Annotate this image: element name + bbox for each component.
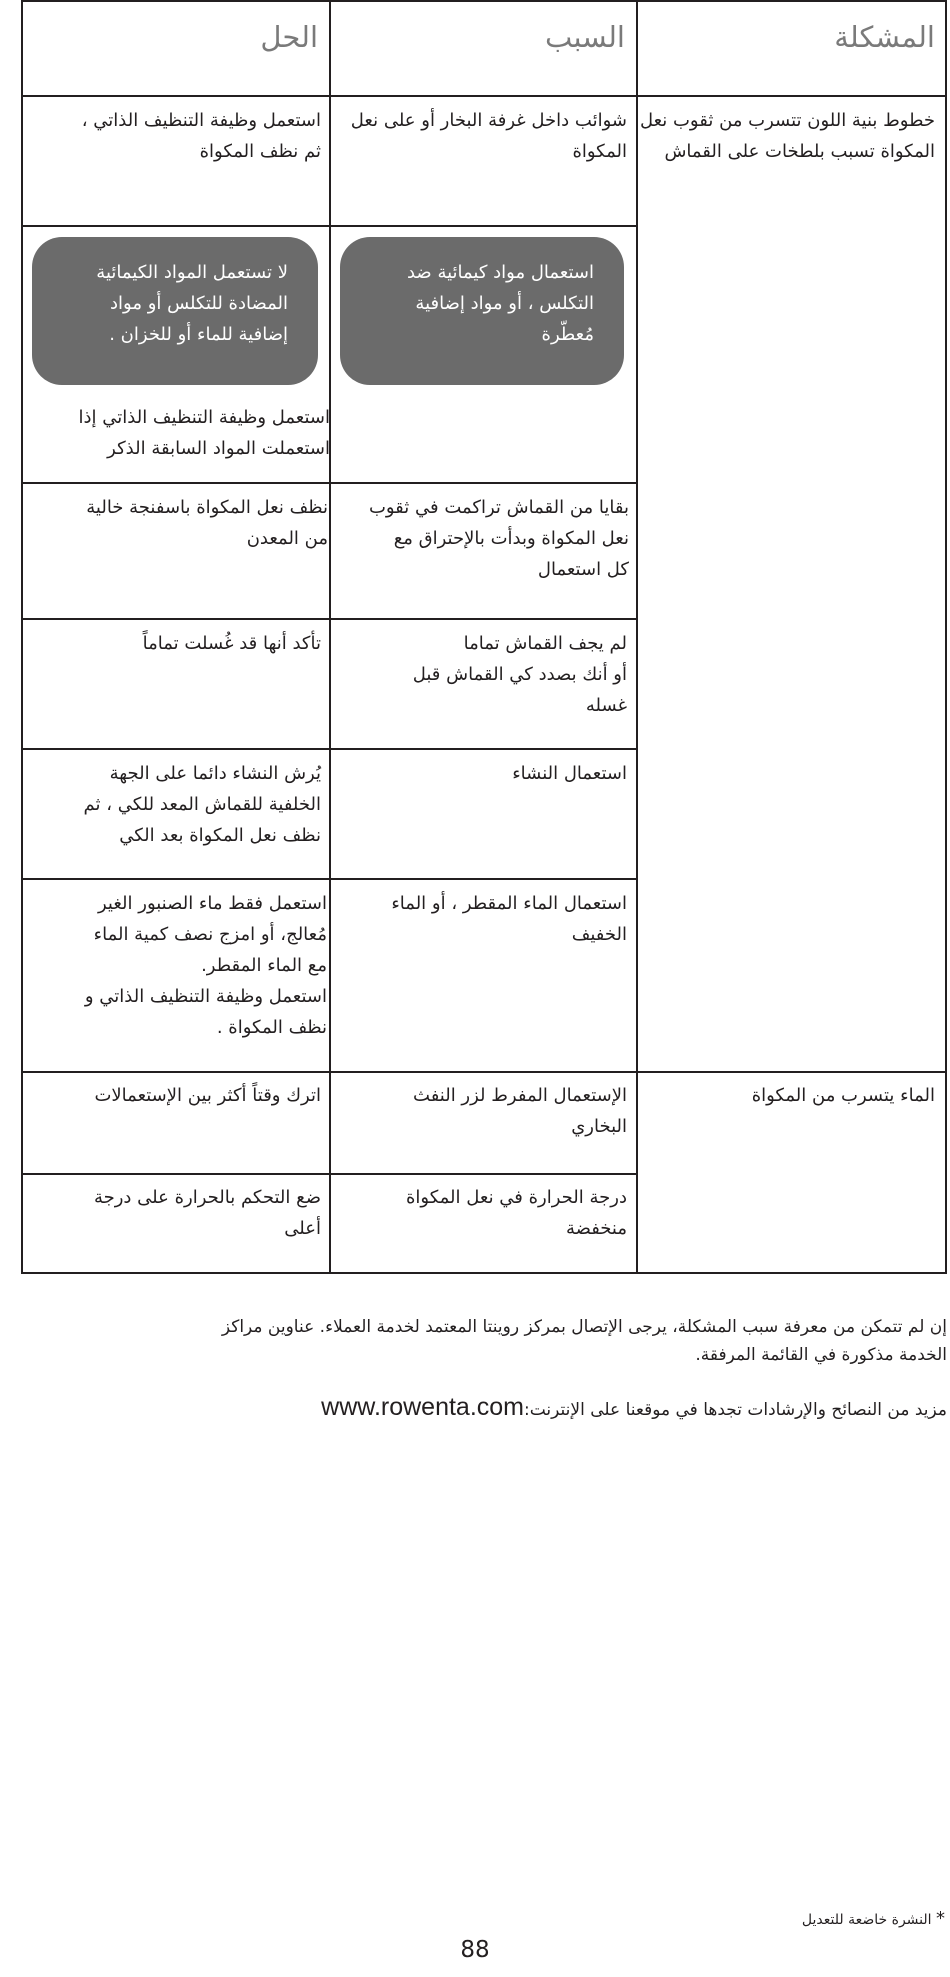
- footnote-text: النشرة خاضعة للتعديل: [801, 1912, 932, 1928]
- solution-warning-box: لا تستعمل المواد الكيمائية المضادة للتكلس أو مواد إضافية للماء أو للخزان .: [32, 237, 318, 385]
- footnote-asterisk: *: [936, 1908, 945, 1929]
- problem-cell: خطوط بنية اللون تتسرب من ثقوب نعل المكواة تسبب بلطخات على القماش: [639, 110, 935, 162]
- solution-cell: استعمل وظيفة التنظيف الذاتي إذا استعملت المواد السابقة الذكر: [78, 407, 330, 459]
- row-divider: [23, 878, 638, 880]
- column-divider: [636, 2, 638, 1274]
- column-divider: [329, 2, 331, 1274]
- solution-cell: ضع التحكم بالحرارة على درجة أعلى: [93, 1187, 321, 1239]
- solution-cell: نظف نعل المكواة باسفنجة خالية من المعدن: [86, 497, 328, 549]
- service-notice: إن لم تتمكن من معرفة سبب المشكلة، يرجى الإتصال بمركز روينتا المعتمد لخدمة العملاء. عناوين مراكز الخدمة مذكورة في القائمة المرفقة.: [221, 1317, 947, 1365]
- footnote: [802, 1908, 945, 1929]
- row-divider: [23, 95, 945, 97]
- website-link[interactable]: www.rowenta.com: [321, 1393, 525, 1421]
- cause-cell: لم يجف القماش تماما أو أنك بصدد كي القماش قبل غسله: [412, 633, 627, 716]
- solution-cell: اترك وقتاً أكثر بين الإستعمالات: [94, 1085, 321, 1106]
- problem-cell: الماء يتسرب من المكواة: [751, 1085, 935, 1106]
- solution-cell: استعمل فقط ماء الصنبور الغير مُعالج، أو امزج نصف كمية الماء مع الماء المقطر. استعمل وظيفة التنظيف الذاتي و نظف المكواة .: [84, 893, 327, 1038]
- row-divider: [23, 1173, 638, 1175]
- cause-cell: بقايا من القماش تراكمت في ثقوب نعل المكواة وبدأت بالإحتراق مع كل استعمال: [368, 497, 629, 580]
- website-line: [321, 1393, 947, 1422]
- row-divider: [23, 1071, 945, 1073]
- cause-cell: استعمال النشاء: [512, 763, 627, 784]
- header-cause: السبب: [545, 20, 625, 54]
- header-solution: الحل: [260, 20, 318, 54]
- cause-cell: شوائب داخل غرفة البخار أو على نعل المكواة: [350, 110, 627, 162]
- troubleshooting-table: [21, 0, 947, 1274]
- cause-warning-box: استعمال مواد كيمائية ضد التكلس ، أو مواد إضافية مُعطّرة: [340, 237, 624, 385]
- cause-cell: درجة الحرارة في نعل المكواة منخفضة: [405, 1187, 627, 1239]
- row-divider: [23, 482, 638, 484]
- page-number: 88: [460, 1937, 490, 1963]
- row-divider: [23, 618, 638, 620]
- solution-cell: استعمل وظيفة التنظيف الذاتي ، ثم نظف المكواة: [81, 110, 321, 162]
- website-text: مزيد من النصائح والإرشادات تجدها في موقعنا على الإنترنت:: [524, 1400, 947, 1420]
- row-divider: [23, 748, 638, 750]
- row-divider: [23, 225, 638, 227]
- cause-cell: الإستعمال المفرط لزر النفث البخاري: [413, 1085, 627, 1137]
- solution-cell: يُرش النشاء دائما على الجهة الخلفية للقماش المعد للكي ، ثم نظف نعل المكواة بعد الكي: [83, 763, 321, 846]
- solution-cell: تأكد أنها قد غُسلت تماماً: [142, 633, 321, 654]
- header-problem: المشكلة: [834, 20, 935, 54]
- cause-cell: استعمال الماء المقطر ، أو الماء الخفيف: [391, 893, 627, 945]
